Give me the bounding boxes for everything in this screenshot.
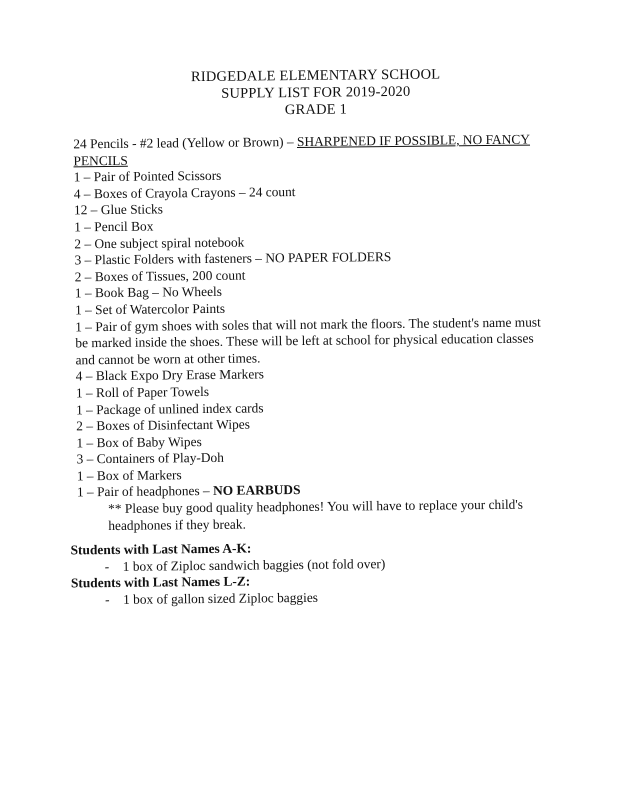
dash-bullet: -	[104, 591, 110, 607]
supply-item: 3 – Plastic Folders with fasteners – NO PAPER FOLDERS	[74, 249, 392, 268]
group-item-l-z-text: 1 box of gallon sized Ziploc baggies	[122, 589, 319, 607]
supply-item: 4 – Boxes of Crayola Crayons – 24 count	[73, 183, 296, 202]
document-header	[0, 65, 615, 122]
supply-item: 2 – One subject spiral notebook	[74, 234, 245, 251]
supply-item: 1 – Package of unlined index cards	[76, 399, 264, 417]
headphones-text: 1 – Pair of headphones –	[76, 483, 214, 500]
pencils-text: 24 Pencils - #2 lead (Yellow or Brown) –	[73, 134, 298, 152]
group-heading-l-z: Students with Last Names L-Z:	[70, 573, 251, 591]
last-name-groups	[70, 537, 541, 608]
supply-item: 3 – Containers of Play-Doh	[76, 450, 224, 467]
supply-item: 2 – Boxes of Tissues, 200 count	[74, 267, 246, 285]
group-item-l-z	[71, 587, 541, 609]
dash-bullet: -	[104, 558, 110, 574]
supply-item: 1 – Box of Baby Wipes	[76, 433, 202, 451]
supply-item: 1 – Pair of Pointed Scissors	[73, 167, 222, 185]
group-item-a-k-text: 1 box of Ziploc sandwich baggies (not fold over)	[122, 555, 386, 574]
supply-item-gym-shoes: 1 – Pair of gym shoes with soles that will not mark the floors. The student's name must be marked inside the shoes. These will be left at school for physical education classes and cannot be worn at other times.	[75, 314, 541, 368]
supply-item: 1 – Book Bag – No Wheels	[74, 284, 222, 301]
grade-label: GRADE 1	[284, 101, 348, 119]
supply-item: 4 – Black Expo Dry Erase Markers	[75, 366, 264, 384]
group-heading-a-k: Students with Last Names A-K:	[70, 540, 252, 558]
school-name: RIDGEDALE ELEMENTARY SCHOOL	[190, 66, 441, 86]
headphones-warning: NO EARBUDS	[212, 482, 301, 499]
pencils-note: SHARPENED IF POSSIBLE, NO FANCY PENCILS	[73, 131, 531, 168]
supply-item: 1 – Pencil Box	[74, 218, 154, 235]
supply-list	[73, 131, 547, 534]
supply-item: 1 – Set of Watercolor Paints	[74, 300, 226, 318]
supply-item: 12 – Glue Sticks	[73, 201, 163, 218]
list-title: SUPPLY LIST FOR 2019-2020	[221, 83, 411, 102]
headphones-note: ** Please buy good quality headphones! You will have to replace your child's headphones if they break.	[108, 496, 524, 533]
supply-item: 2 – Boxes of Disinfectant Wipes	[76, 416, 250, 434]
supply-item: 1 – Box of Markers	[76, 467, 182, 484]
supply-item: 1 – Roll of Paper Towels	[75, 383, 210, 401]
supply-item-pencils	[73, 131, 543, 169]
